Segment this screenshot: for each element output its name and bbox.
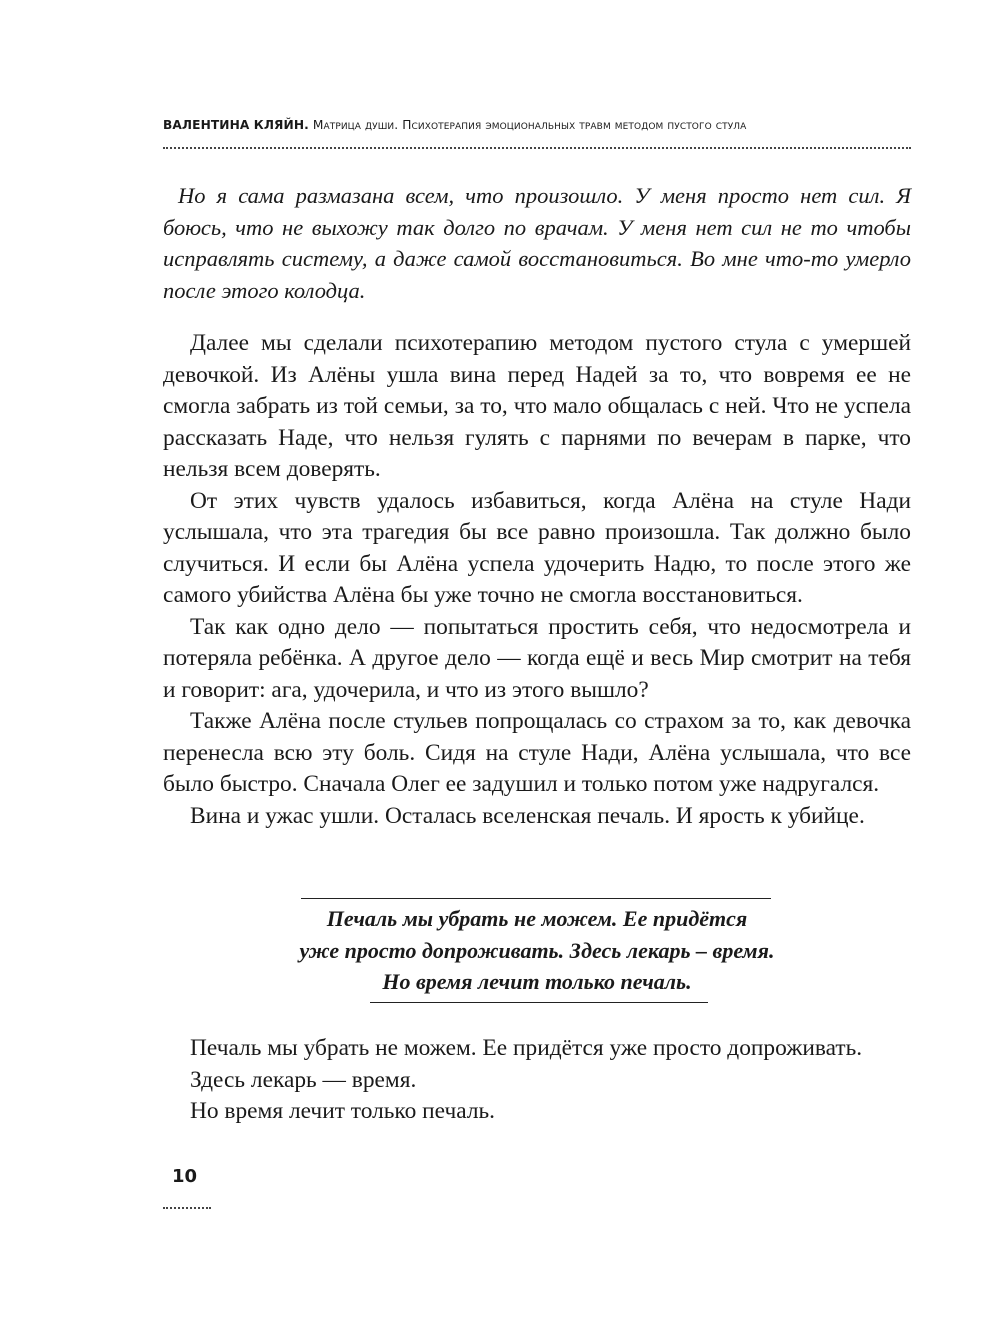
pull-quote-bottom-rule [370,1002,708,1003]
running-head [163,118,911,132]
closing-paragraph: Но время лечит только печаль. [190,1098,496,1124]
closing-paragraph: Печаль мы убрать не можем. Ее придётся уже просто допроживать. [190,1035,863,1061]
body-paragraph: Вина и ужас ушли. Осталась вселенская печаль. И ярость к убийце. [190,802,865,829]
pull-quote [250,893,824,998]
running-head-author: ВАЛЕНТИНА КЛЯЙН. [163,118,309,132]
pull-quote-line: Печаль мы убрать не можем. Ее придётся [326,906,748,931]
italic-quote-paragraph: Но я сама размазана всем, что произошло. У меня просто нет сил. Я боюсь, что не выхожу так долго по врачам. У меня нет сил не то чтобы исправлять систему, а даже самой восстановиться. Во мне что-то умерло после этого колодца. [163,183,911,303]
body-paragraph: Далее мы сделали психотерапию методом пустого стула с умершей девочкой. Из Алёны ушла вина перед Надей за то, что вовремя ее не смогла забрать из той семьи, за то, что мало общалась с ней. Что не успела рассказать Наде, что нельзя гулять с парнями по вечерам в парке, что нельзя всем доверять. [163,330,911,482]
closing-text [163,1033,911,1128]
pull-quote-line: Но время лечит только печаль. [382,969,692,994]
header-dotted-rule [163,147,911,149]
body-paragraph: Так как одно дело — попытаться простить себя, что недосмотрела и потеряла ребёнка. А другое дело — когда ещё и весь Мир смотрит на тебя и говорит: ага, удочерила, и что из этого вышло? [163,613,911,703]
body-text [163,328,911,832]
page-number: 10 [172,1166,198,1187]
pull-quote-top-rule [301,898,771,899]
closing-paragraph: Здесь лекарь — время. [190,1066,417,1093]
body-paragraph: Также Алёна после стульев попрощалась со страхом за то, как девочка перенесла всю эту боль. Сидя на стуле Нади, Алёна услышала, что все было быстро. Сначала Олег ее задушил и только потом уже надругался. [163,708,911,797]
pull-quote-line: уже просто допроживать. Здесь лекарь – время. [299,937,775,963]
page-number-dotted-rule [163,1207,211,1209]
body-paragraph: От этих чувств удалось избавиться, когда Алёна на стуле Нади услышала, что эта трагедия бы все равно произошла. Так должно было случиться. И если бы Алёна успела удочерить Надю, то после этого же самого убийства Алёна бы уже точно не смогла восстановиться. [163,487,911,608]
italic-quote-block [163,180,911,306]
running-head-book-title: Матрица души. Психотерапия эмоциональных травм методом пустого стула [312,118,747,132]
